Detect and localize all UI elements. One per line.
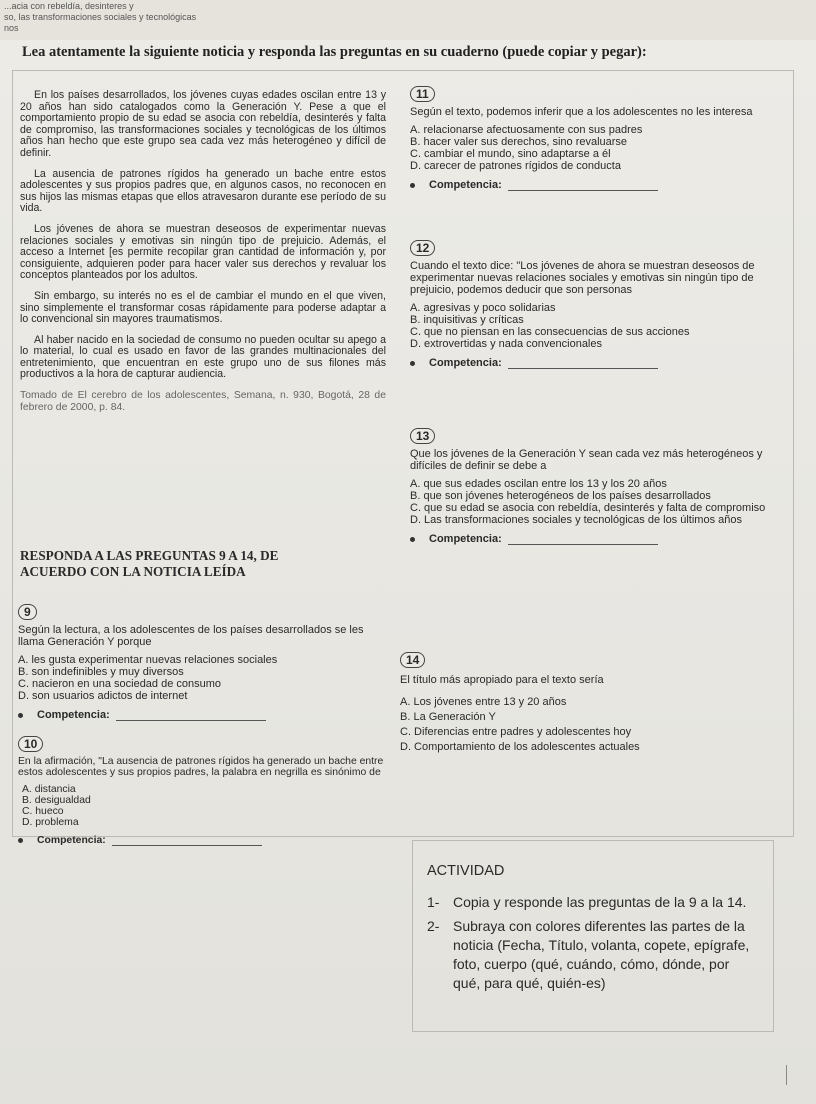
answer-option[interactable]: D. Comportamiento de los adolescentes actuales bbox=[400, 741, 640, 753]
answer-option[interactable]: D. son usuarios adictos de internet bbox=[18, 690, 188, 702]
previous-text-line: nos bbox=[4, 23, 19, 33]
question-9 bbox=[18, 604, 384, 721]
question-number: 13 bbox=[410, 428, 435, 444]
previous-text-line: ...acia con rebeldía, desinteres y bbox=[4, 1, 134, 11]
activity-item bbox=[427, 893, 767, 912]
article-paragraph: En los países desarrollados, los jóvenes cuyas edades oscilan entre 13 y 20 años han sido catalogados como la Generación Y. Pese a que el comportamiento propio de su edad se asocia con rebeldía, desinterés y falta de compromiso, las transformaciones sociales y tecnológicas de los últimos años han hecho que este grupo sea cada vez más heterogéneo y difícil de definir. bbox=[20, 89, 386, 159]
previous-page-strip bbox=[0, 0, 816, 40]
article-paragraph: La ausencia de patrones rígidos ha generado un bache entre estos adolescentes y sus propios padres que, en algunos casos, no reconocen en sus hijos las mismas etapas que ellos atravesaron durante ese período de su vida. bbox=[20, 167, 386, 215]
competencia-label: Competencia: bbox=[429, 533, 502, 545]
question-stem: Según el texto, podemos inferir que a los adolescentes no les interesa bbox=[410, 106, 753, 118]
activity-item-number: 2- bbox=[427, 918, 440, 934]
answer-line[interactable] bbox=[508, 180, 658, 191]
answer-line[interactable] bbox=[508, 534, 658, 545]
activity-item-text: Subraya con colores diferentes las partes de la noticia (Fecha, Título, volanta, copete, epígrafe, foto, cuerpo (qué, cuándo, cómo, dónde, por qué, para qué, quién-es) bbox=[453, 918, 750, 991]
answer-option[interactable]: C. que su edad se asocia con rebeldía, desinterés y falta de compromiso bbox=[410, 502, 766, 514]
question-number: 9 bbox=[18, 604, 37, 620]
answer-line[interactable] bbox=[508, 358, 658, 369]
answer-line[interactable] bbox=[116, 710, 266, 721]
answer-option[interactable]: A. les gusta experimentar nuevas relaciones sociales bbox=[18, 654, 278, 666]
bullet-icon bbox=[18, 838, 23, 843]
question-number: 12 bbox=[410, 240, 435, 256]
answer-option[interactable]: A. que sus edades oscilan entre los 13 y los 20 años bbox=[410, 478, 667, 490]
competencia-field bbox=[18, 709, 384, 721]
competencia-field bbox=[410, 533, 780, 545]
answer-option[interactable]: A. Los jóvenes entre 13 y 20 años bbox=[400, 696, 567, 708]
answer-line[interactable] bbox=[112, 835, 262, 846]
question-number: 10 bbox=[18, 736, 43, 752]
activity-box bbox=[412, 840, 774, 1032]
bullet-icon bbox=[410, 537, 415, 542]
answer-option[interactable]: B. desigualdad bbox=[22, 795, 91, 806]
respond-heading-block bbox=[20, 548, 320, 580]
answer-option[interactable]: B. que son jóvenes heterogéneos de los países desarrollados bbox=[410, 490, 711, 502]
question-11 bbox=[410, 86, 780, 191]
bullet-icon bbox=[410, 361, 415, 366]
activity-item bbox=[427, 917, 767, 993]
article-paragraph: Los jóvenes de ahora se muestran deseosos de experimentar nuevas relaciones sociales y emotivas sin ningún tipo de prejuicio. Además, el acceso a Internet [es permite recopilar gran cantidad de información y, por consiguiente, adquieren poder para hacer valer sus derechos y revaluar los conceptos planteados por los adultos. bbox=[20, 222, 386, 282]
answer-option[interactable]: B. La Generación Y bbox=[400, 711, 496, 723]
bullet-icon bbox=[18, 713, 23, 718]
question-stem: Que los jóvenes de la Generación Y sean cada vez más heterogéneos y difíciles de definir se debe a bbox=[410, 448, 763, 472]
answer-option[interactable]: B. hacer valer sus derechos, sino revaluarse bbox=[410, 136, 628, 148]
answer-option[interactable]: D. extrovertidas y nada convencionales bbox=[410, 338, 602, 350]
pen-mark bbox=[786, 1065, 787, 1085]
question-stem: Cuando el texto dice: "Los jóvenes de ahora se muestran deseosos de experimentar nuevas relaciones sociales y emotivas sin ningún tipo de prejuicio, podemos deducir que son personas bbox=[410, 260, 755, 296]
respond-heading: RESPONDA A LAS PREGUNTAS 9 A 14, DE ACUERDO CON LA NOTICIA LEÍDA bbox=[20, 548, 279, 579]
answer-option[interactable]: D. carecer de patrones rígidos de conducta bbox=[410, 160, 621, 172]
answer-option[interactable]: C. cambiar el mundo, sino adaptarse a él bbox=[410, 148, 611, 160]
answer-option[interactable]: A. relacionarse afectuosamente con sus padres bbox=[410, 124, 643, 136]
competencia-field bbox=[410, 179, 780, 191]
activity-item-number: 1- bbox=[427, 894, 440, 910]
page-instructions: Lea atentamente la siguiente noticia y responda las preguntas en su cuaderno (puede copiar y pegar): bbox=[22, 44, 647, 60]
activity-title: ACTIVIDAD bbox=[427, 863, 505, 879]
competencia-label: Competencia: bbox=[429, 357, 502, 369]
question-14 bbox=[400, 652, 770, 756]
answer-option[interactable]: A. distancia bbox=[22, 784, 76, 795]
question-stem: En la afirmación, "La ausencia de patrones rígidos ha generado un bache entre estos adolescentes y sus propios padres, la palabra en negrilla es sinónimo de bbox=[18, 756, 384, 778]
competencia-field bbox=[18, 835, 384, 846]
question-12 bbox=[410, 240, 780, 369]
article-paragraph: Sin embargo, su interés no es el de cambiar el mundo en el que viven, sino simplemente el transformar cosas rápidamente para poderse adaptar a lo convencional sin mayores traumatismos. bbox=[20, 289, 386, 326]
activity-item-text: Copia y responde las preguntas de la 9 a la 14. bbox=[453, 894, 747, 910]
answer-option[interactable]: C. hueco bbox=[22, 806, 64, 817]
question-stem: Según la lectura, a los adolescentes de los países desarrollados se les llama Generación Y porque bbox=[18, 624, 364, 648]
article-paragraph: Al haber nacido en la sociedad de consumo no pueden ocultar su apego a lo material, lo cual es usado en favor de las grandes multinacionales del entretenimiento, que encuentran en este grupo uno de sus filones más productivos a la hora de capturar audiencia. bbox=[20, 333, 386, 381]
answer-option[interactable]: D. problema bbox=[22, 817, 79, 828]
question-number: 14 bbox=[400, 652, 425, 668]
question-10 bbox=[18, 736, 384, 846]
news-article bbox=[20, 90, 386, 422]
answer-option[interactable]: C. Diferencias entre padres y adolescentes hoy bbox=[400, 726, 632, 738]
previous-text-line: so, las transformaciones sociales y tecnológicas bbox=[4, 12, 197, 22]
answer-option[interactable]: A. agresivas y poco solidarias bbox=[410, 302, 556, 314]
article-citation: Tomado de El cerebro de los adolescentes, Semana, n. 930, Bogotá, 28 de febrero de 2000, p. 84. bbox=[20, 390, 386, 413]
question-number: 11 bbox=[410, 86, 435, 102]
bullet-icon bbox=[410, 183, 415, 188]
question-stem: El título más apropiado para el texto sería bbox=[400, 674, 604, 686]
competencia-field bbox=[410, 357, 780, 369]
answer-option[interactable]: C. que no piensan en las consecuencias de sus acciones bbox=[410, 326, 690, 338]
question-13 bbox=[410, 428, 780, 545]
answer-option[interactable]: B. son indefinibles y muy diversos bbox=[18, 666, 184, 678]
answer-option[interactable]: B. inquisitivas y críticas bbox=[410, 314, 524, 326]
competencia-label: Competencia: bbox=[37, 709, 110, 721]
competencia-label: Competencia: bbox=[429, 179, 502, 191]
competencia-label: Competencia: bbox=[37, 835, 106, 846]
answer-option[interactable]: C. nacieron en una sociedad de consumo bbox=[18, 678, 222, 690]
answer-option[interactable]: D. Las transformaciones sociales y tecnológicas de los últimos años bbox=[410, 514, 742, 526]
